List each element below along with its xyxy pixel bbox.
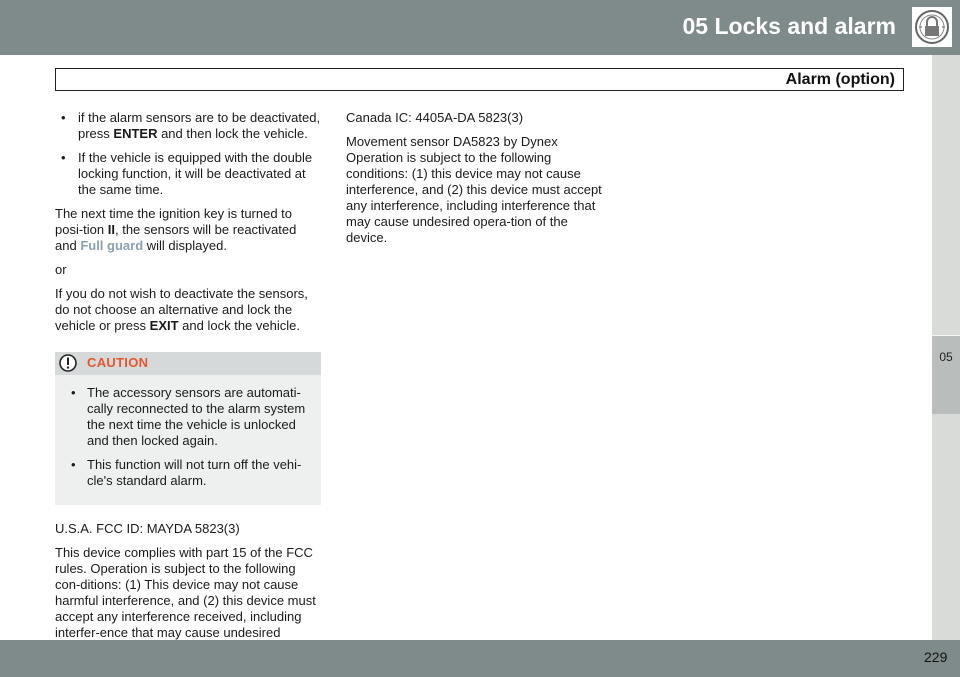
side-tab-label: 05 (939, 350, 953, 364)
list-item: • If the vehicle is equipped with the double locking function, it will be deactivated at the same time. (61, 150, 313, 197)
right-column (346, 110, 612, 254)
ignition-paragraph: The next time the ignition key is turned to posi-tion II, the sensors will be reactivated and Full guard will displayed. (55, 206, 297, 253)
section-header-bar (55, 68, 904, 91)
fcc-id: U.S.A. FCC ID: MAYDA 5823(3) (55, 521, 240, 536)
list-item: • This function will not turn off the vehi-cle's standard alarm. (71, 457, 302, 488)
caution-box (55, 352, 321, 505)
chapter-side-tab-active[interactable] (932, 335, 960, 414)
left-column (55, 110, 321, 665)
list-item: • The accessory sensors are automati-cally reconnected to the alarm system the next time the vehicle is unlocked and then locked again. (71, 385, 306, 448)
canada-ic: Canada IC: 4405A-DA 5823(3) (346, 110, 524, 125)
page-number: 229 (924, 649, 948, 665)
exclamation-circle-icon (59, 354, 77, 372)
display-text-full-guard: Full guard (80, 238, 144, 253)
bullet-icon: • (61, 110, 66, 125)
footer-band (0, 640, 960, 677)
lock-emblem-icon (912, 7, 952, 47)
exit-paragraph: If you do not wish to deactivate the sensors, do not choose an alternative and lock the vehicle or press EXIT and lock the vehicle. (55, 286, 308, 333)
caution-body (55, 375, 321, 505)
section-title: Alarm (option) (785, 71, 895, 88)
or-paragraph: or (55, 262, 67, 277)
bullet-icon: • (71, 385, 76, 400)
bullet-icon: • (71, 457, 76, 472)
caution-title: CAUTION (87, 355, 149, 370)
bullet-icon: • (61, 150, 66, 165)
caution-header (55, 352, 321, 375)
movement-sensor-text: Movement sensor DA5823 by Dynex Operation is subject to the following conditions: (1) this device may not cause interference, and (2) this device must accept any interference, including interference that may cause undesired opera-tion of the device. (346, 134, 602, 245)
fcc-compliance-text: This device complies with part 15 of the FCC rules. Operation is subject to the following con-ditions: (1) This device may not cause harmful interference, and (2) this device must accept any interference received, including interfer-ence that may cause undesired (55, 545, 316, 640)
chapter-title: 05 Locks and alarm (682, 13, 896, 39)
list-item: • if the alarm sensors are to be deactivated, press ENTER and then lock the vehicle. (61, 110, 321, 141)
